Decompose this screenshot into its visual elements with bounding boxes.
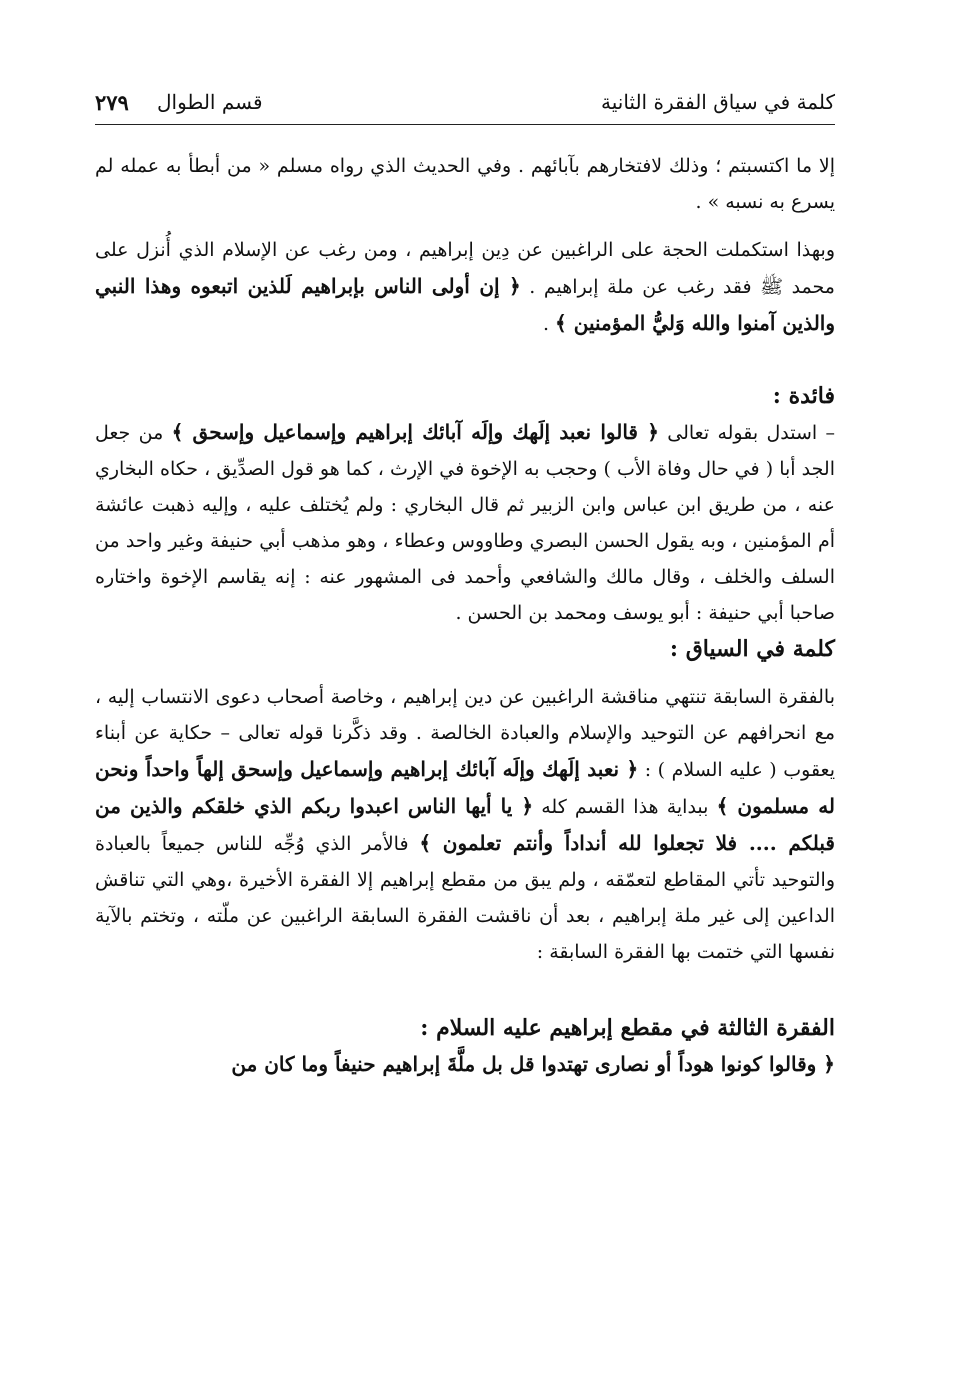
paragraph-1 [95,148,835,220]
quran-verse: ﴿ نعبد إلَهك وإلَه آبائك إبراهيم وإسماعيل وإسحق إلهاً واحداً ونحن له مسلمون ﴾ [95,757,836,818]
paragraph-4-text-c: فالأمر الذي وُجِّه للناس جميعاً بالعبادة والتوحيد تأتي المقاطع لتعمّقه ، ولم يبق من مقطع إبراهيم إلا الفقرة الأخيرة ،وهي التي تناقش الداعين إلى غير ملة إبراهيم ، بعد أن ناقشت الفقرة السابقة الراغبين عن ملّته ، وتختم بالآية نفسها التي ختمت بها الفقرة السابقة : [95,833,835,963]
quran-verse: ﴿ يا أيها الناس اعبدوا ربكم الذي خلقكم والذين من قبلكم .... فلا تجعلوا لله أنداداً وأنتم تعلمون ﴾ [95,794,835,855]
paragraph-4-text-b: ببداية هذا القسم كله [541,796,709,818]
paragraph-3-intro: – استدل بقوله تعالى [667,422,836,444]
page-header [95,90,835,126]
page-body [95,148,835,1082]
page-number: ٢٧٩ [95,90,129,115]
header-rule [95,124,835,125]
paragraph-3-text: من جعل الجد أبا ( في حال وفاة الأب ) وحجب به الإخوة في الإرث ، كما هو قول الصدِّيق ، حكاه البخاري عنه ، من طريق ابن عباس وابن الزبير ثم قال البخاري : ولم يُختلف عليه ، وإليه ذهبت عائشة أم المؤمنين ، وبه يقول الحسن البصري وطاووس وعطاء ، وهو مذهب أبي حنيفة وغير واحد من السلف والخلف ، وقال مالك والشافعي وأحمد فى المشهور عنه : إنه يقاسم الإخوة واختاره صاحبا أبي حنيفة : أبو يوسف ومحمد بن الحسن . [95,422,835,624]
paragraph-2 [95,232,835,342]
paragraph-2-end: . [542,313,549,335]
paragraph-2-text: وبهذا استكملت الحجة على الراغبين عن دِين إبراهيم ، ومن رغب عن الإسلام الذي أُنزل على محمد ﷺ فقد رغب عن ملة إبراهيم . [95,239,835,298]
third-passage-heading: الفقرة الثالثة في مقطع إبراهيم عليه السلام : [420,1015,835,1041]
paragraph-4-text-a: بالفقرة السابقة تنتهي مناقشة الراغبين عن دين إبراهيم ، وخاصة أصحاب دعوى الانتساب إليه ، مع انحرافهم عن التوحيد والإسلام والعبادة الخالصة . وقد ذكَّرنا قوله تعالى – حكاية عن أبناء يعقوب ( عليه السلام ) : [95,686,836,781]
quran-verse-final: ﴿ وقالوا كونوا هوداً أو نصارى تهتدوا قل بل ملَّةَ إبراهيم حنيفاً وما كان من [231,1052,835,1076]
paragraph-3 [95,414,835,631]
quran-verse: ﴿ إن أولى الناس بإبراهيم لَلذين اتبعوه وهذا النبي والذين آمنوا والله وَليُّ المؤمنين ﴾ [95,274,835,335]
paragraph-4 [95,679,835,970]
running-title: كلمة في سياق الفقرة الثانية [601,90,835,114]
quran-verse: ﴿ قالوا نعبد إلَهك وإلَه آبائك إبراهيم وإسماعيل وإسحق ﴾ [171,420,659,444]
context-heading: كلمة في السياق : [669,636,835,662]
section-title: قسم الطوال [157,90,263,114]
faida-heading: فائدة : [772,383,835,409]
paragraph-1-text: إلا ما اكتسبتم ؛ وذلك لافتخارهم بآبائهم . وفي الحديث الذي رواه مسلم « من أبطأ به عمله لم يسرع به نسبه » . [95,155,835,213]
